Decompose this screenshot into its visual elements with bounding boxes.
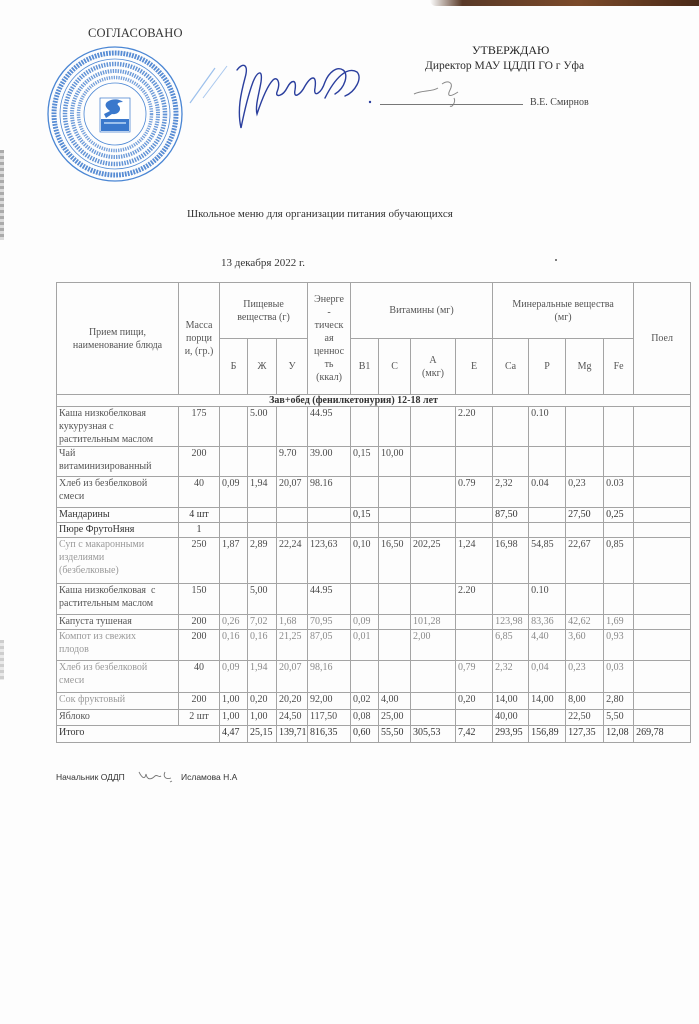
cell-fe: 0,25 xyxy=(604,508,634,523)
portion-mass: 200 xyxy=(179,630,220,661)
table-row xyxy=(57,508,691,523)
table-row xyxy=(57,693,691,710)
cell-ca: 123,98 xyxy=(493,615,529,630)
cell-vit-a xyxy=(411,661,456,693)
cell-last xyxy=(634,538,691,584)
cell-last xyxy=(634,523,691,538)
cell-vit-c: 16,50 xyxy=(379,538,411,584)
cell-energy: 123,63 xyxy=(308,538,351,584)
dish-name: Суп с макаронными изделиями (безбелковые) xyxy=(57,538,179,584)
portion-mass: 250 xyxy=(179,538,220,584)
cell-vit-c: 25,00 xyxy=(379,710,411,726)
header-last: Поел xyxy=(634,283,691,395)
cell-vit-c xyxy=(379,615,411,630)
total-mg: 127,35 xyxy=(566,726,604,743)
cell-mg: 0,23 xyxy=(566,661,604,693)
cell-vit-a xyxy=(411,710,456,726)
dish-name: Пюре ФрутоНяня xyxy=(57,523,179,538)
cell-protein: 0,16 xyxy=(220,630,248,661)
cell-p: 0.04 xyxy=(529,477,566,508)
cell-last xyxy=(634,508,691,523)
cell-p: 0.10 xyxy=(529,407,566,447)
cell-mg: 3,60 xyxy=(566,630,604,661)
cell-p xyxy=(529,508,566,523)
footer-name: Исламова Н.А xyxy=(181,772,238,782)
cell-p xyxy=(529,447,566,477)
cell-vit-b1 xyxy=(351,661,379,693)
cell-fe: 0.03 xyxy=(604,477,634,508)
header-p: P xyxy=(529,339,566,395)
cell-vit-c xyxy=(379,508,411,523)
dish-name: Каша низкобелковая с растительным маслом xyxy=(57,584,179,615)
dish-name: Яблоко xyxy=(57,710,179,726)
cell-ca: 6,85 xyxy=(493,630,529,661)
agreed-label: СОГЛАСОВАНО xyxy=(88,26,183,40)
cell-fat: 2,89 xyxy=(248,538,277,584)
cell-vit-b1 xyxy=(351,523,379,538)
cell-p xyxy=(529,523,566,538)
cell-vit-a: 2,00 xyxy=(411,630,456,661)
cell-vit-b1: 0,15 xyxy=(351,508,379,523)
cell-energy: 87,05 xyxy=(308,630,351,661)
signature-line xyxy=(380,104,523,105)
cell-p: 54,85 xyxy=(529,538,566,584)
document-title: Школьное меню для организации питания обучающихся xyxy=(187,208,453,220)
header-carbs: У xyxy=(277,339,308,395)
total-vit-a: 305,53 xyxy=(411,726,456,743)
total-label: Итого xyxy=(57,726,220,743)
cell-vit-b1: 0,02 xyxy=(351,693,379,710)
cell-mg xyxy=(566,447,604,477)
header-mg: Mg xyxy=(566,339,604,395)
approve-label: УТВЕРЖДАЮ xyxy=(472,43,550,57)
cell-fat: 0,20 xyxy=(248,693,277,710)
cell-last xyxy=(634,661,691,693)
cell-ca: 14,00 xyxy=(493,693,529,710)
table-row xyxy=(57,584,691,615)
cell-fe: 5,50 xyxy=(604,710,634,726)
cell-fe xyxy=(604,447,634,477)
cell-mg: 27,50 xyxy=(566,508,604,523)
cell-vit-c xyxy=(379,630,411,661)
dish-name: Каша низкобелковая кукурузная с растительным маслом xyxy=(57,407,179,447)
portion-mass: 200 xyxy=(179,615,220,630)
cell-p: 0.10 xyxy=(529,584,566,615)
cell-vit-b1: 0,08 xyxy=(351,710,379,726)
cell-carbs xyxy=(277,407,308,447)
table-row xyxy=(57,615,691,630)
cell-protein xyxy=(220,508,248,523)
cell-protein: 1,00 xyxy=(220,710,248,726)
cell-protein xyxy=(220,447,248,477)
cell-protein xyxy=(220,523,248,538)
header-energy: Энерге - тическ ая ценнос ть (ккал) xyxy=(308,283,351,395)
header-fat: Ж xyxy=(248,339,277,395)
cell-last xyxy=(634,615,691,630)
cell-ca: 2,32 xyxy=(493,477,529,508)
total-vit-e: 7,42 xyxy=(456,726,493,743)
cell-ca xyxy=(493,447,529,477)
table-row xyxy=(57,710,691,726)
total-energy: 816,35 xyxy=(308,726,351,743)
cell-p: 0,04 xyxy=(529,661,566,693)
cell-protein: 1,00 xyxy=(220,693,248,710)
total-fe: 12,08 xyxy=(604,726,634,743)
cell-vit-e xyxy=(456,508,493,523)
footer-position: Начальник ОДДП xyxy=(56,772,125,782)
cell-last xyxy=(634,584,691,615)
cell-fat: 0,16 xyxy=(248,630,277,661)
menu-table xyxy=(56,282,691,743)
cell-fat: 1,00 xyxy=(248,710,277,726)
cell-energy: 98,16 xyxy=(308,661,351,693)
cell-fat xyxy=(248,508,277,523)
total-vit-c: 55,50 xyxy=(379,726,411,743)
cell-fe: 2,80 xyxy=(604,693,634,710)
cell-carbs xyxy=(277,584,308,615)
cell-fat: 7,02 xyxy=(248,615,277,630)
cell-fat: 1,94 xyxy=(248,661,277,693)
table-row xyxy=(57,661,691,693)
cell-mg: 22,67 xyxy=(566,538,604,584)
cell-vit-a: 202,25 xyxy=(411,538,456,584)
cell-carbs: 20,07 xyxy=(277,661,308,693)
cell-vit-a xyxy=(411,447,456,477)
cell-fe xyxy=(604,584,634,615)
cell-vit-e: 2.20 xyxy=(456,584,493,615)
director-name: В.Е. Смирнов xyxy=(530,97,589,108)
cell-carbs: 21,25 xyxy=(277,630,308,661)
cell-fat: 1,94 xyxy=(248,477,277,508)
scan-edge-mark xyxy=(0,640,4,680)
header-portion-mass: Масса порци и, (гр.) xyxy=(179,283,220,395)
cell-vit-c xyxy=(379,477,411,508)
cell-ca xyxy=(493,407,529,447)
cell-p: 4,40 xyxy=(529,630,566,661)
header-vit-a: А (мкг) xyxy=(411,339,456,395)
cell-vit-e xyxy=(456,523,493,538)
cell-fe: 0,85 xyxy=(604,538,634,584)
cell-energy xyxy=(308,523,351,538)
table-row xyxy=(57,538,691,584)
cell-carbs xyxy=(277,523,308,538)
cell-ca xyxy=(493,523,529,538)
cell-mg: 0,23 xyxy=(566,477,604,508)
cell-vit-c xyxy=(379,584,411,615)
total-p: 156,89 xyxy=(529,726,566,743)
portion-mass: 200 xyxy=(179,693,220,710)
cell-vit-b1: 0,09 xyxy=(351,615,379,630)
cell-vit-e: 2.20 xyxy=(456,407,493,447)
cell-vit-a xyxy=(411,407,456,447)
dish-name: Компот из свежих плодов xyxy=(57,630,179,661)
total-protein: 4,47 xyxy=(220,726,248,743)
header-dish-name: Прием пищи, наименование блюда xyxy=(57,283,179,395)
cell-vit-a xyxy=(411,477,456,508)
cell-vit-c xyxy=(379,407,411,447)
cell-last xyxy=(634,710,691,726)
header-ca: Ca xyxy=(493,339,529,395)
cell-vit-c xyxy=(379,661,411,693)
cell-ca: 40,00 xyxy=(493,710,529,726)
cell-mg: 8,00 xyxy=(566,693,604,710)
total-vit-b1: 0,60 xyxy=(351,726,379,743)
cell-vit-c: 10,00 xyxy=(379,447,411,477)
total-ca: 293,95 xyxy=(493,726,529,743)
dish-name: Капуста тушеная xyxy=(57,615,179,630)
portion-mass: 4 шт xyxy=(179,508,220,523)
total-row xyxy=(57,726,691,743)
dish-name: Хлеб из безбелковой смеси xyxy=(57,477,179,508)
cell-vit-b1: 0,15 xyxy=(351,447,379,477)
cell-ca: 87,50 xyxy=(493,508,529,523)
dish-name: Чай витаминизированный xyxy=(57,447,179,477)
cell-fat xyxy=(248,447,277,477)
cell-protein: 0,09 xyxy=(220,477,248,508)
cell-ca: 16,98 xyxy=(493,538,529,584)
director-signature xyxy=(412,76,472,111)
cell-last xyxy=(634,407,691,447)
cell-vit-b1 xyxy=(351,477,379,508)
header-vit-b1: В1 xyxy=(351,339,379,395)
cell-carbs: 20,20 xyxy=(277,693,308,710)
footer-signature xyxy=(137,766,177,786)
cell-vit-a xyxy=(411,508,456,523)
scan-speck xyxy=(555,259,557,261)
cell-energy: 92,00 xyxy=(308,693,351,710)
header-vit-e: Е xyxy=(456,339,493,395)
cell-vit-a xyxy=(411,693,456,710)
header-protein: Б xyxy=(220,339,248,395)
cell-last xyxy=(634,630,691,661)
cell-vit-c xyxy=(379,523,411,538)
cell-vit-c: 4,00 xyxy=(379,693,411,710)
cell-vit-e: 0,20 xyxy=(456,693,493,710)
portion-mass: 40 xyxy=(179,477,220,508)
cell-carbs: 1,68 xyxy=(277,615,308,630)
header-nutrients: Пищевые вещества (г) xyxy=(220,283,308,339)
cell-ca: 2,32 xyxy=(493,661,529,693)
cell-last xyxy=(634,447,691,477)
cell-mg: 42,62 xyxy=(566,615,604,630)
signature-stroke xyxy=(237,65,359,128)
cell-energy: 44.95 xyxy=(308,584,351,615)
total-fat: 25,15 xyxy=(248,726,277,743)
cell-mg xyxy=(566,523,604,538)
total-carbs: 139,71 xyxy=(277,726,308,743)
cell-vit-b1 xyxy=(351,584,379,615)
cell-fe xyxy=(604,523,634,538)
header-fe: Fe xyxy=(604,339,634,395)
dish-name: Хлеб из безбелковой смеси xyxy=(57,661,179,693)
cell-protein: 1,87 xyxy=(220,538,248,584)
cell-carbs: 22,24 xyxy=(277,538,308,584)
cell-fe: 0,93 xyxy=(604,630,634,661)
cell-vit-e xyxy=(456,710,493,726)
cell-protein: 0,09 xyxy=(220,661,248,693)
cell-vit-e xyxy=(456,630,493,661)
cell-fe xyxy=(604,407,634,447)
portion-mass: 2 шт xyxy=(179,710,220,726)
cell-protein xyxy=(220,407,248,447)
cell-mg xyxy=(566,584,604,615)
table-row xyxy=(57,447,691,477)
cell-carbs: 20,07 xyxy=(277,477,308,508)
cell-p: 83,36 xyxy=(529,615,566,630)
cell-vit-e: 0.79 xyxy=(456,477,493,508)
portion-mass: 40 xyxy=(179,661,220,693)
cell-energy xyxy=(308,508,351,523)
table-row xyxy=(57,630,691,661)
header-vit-c: С xyxy=(379,339,411,395)
cell-last xyxy=(634,693,691,710)
city-emblem-icon xyxy=(100,98,130,132)
cell-vit-e xyxy=(456,615,493,630)
dish-name: Сок фруктовый xyxy=(57,693,179,710)
cell-vit-a: 101,28 xyxy=(411,615,456,630)
cell-mg xyxy=(566,407,604,447)
cell-energy: 39.00 xyxy=(308,447,351,477)
dish-name: Мандарины xyxy=(57,508,179,523)
header-minerals: Минеральные вещества (мг) xyxy=(493,283,634,339)
cell-protein xyxy=(220,584,248,615)
portion-mass: 1 xyxy=(179,523,220,538)
section-row xyxy=(57,395,691,407)
official-stamp xyxy=(40,40,190,190)
table-row xyxy=(57,407,691,447)
cell-energy: 117,50 xyxy=(308,710,351,726)
director-title: Директор МАУ ЦДДП ГО г Уфа xyxy=(425,60,585,72)
table-row xyxy=(57,477,691,508)
cell-vit-e: 0,79 xyxy=(456,661,493,693)
header-vitamins: Витамины (мг) xyxy=(351,283,493,339)
cell-vit-e: 1,24 xyxy=(456,538,493,584)
cell-vit-b1: 0,01 xyxy=(351,630,379,661)
table-row xyxy=(57,523,691,538)
cell-fat: 5,00 xyxy=(248,584,277,615)
cell-carbs xyxy=(277,508,308,523)
cell-energy: 98.16 xyxy=(308,477,351,508)
cell-last xyxy=(634,477,691,508)
cell-fat xyxy=(248,523,277,538)
cell-mg: 22,50 xyxy=(566,710,604,726)
portion-mass: 150 xyxy=(179,584,220,615)
cell-ca xyxy=(493,584,529,615)
cell-vit-e xyxy=(456,447,493,477)
cell-vit-a xyxy=(411,523,456,538)
cell-p xyxy=(529,710,566,726)
section-title: Зав+обед (фенилкетонурия) 12-18 лет xyxy=(57,395,691,407)
cell-p: 14,00 xyxy=(529,693,566,710)
cell-fe: 0,03 xyxy=(604,661,634,693)
total-last: 269,78 xyxy=(634,726,691,743)
document-date: 13 декабря 2022 г. xyxy=(221,257,305,269)
cell-vit-b1: 0,10 xyxy=(351,538,379,584)
portion-mass: 200 xyxy=(179,447,220,477)
cell-carbs: 24,50 xyxy=(277,710,308,726)
approver-signature xyxy=(185,48,385,143)
scan-edge-mark xyxy=(0,150,4,240)
cell-carbs: 9.70 xyxy=(277,447,308,477)
cell-fe: 1,69 xyxy=(604,615,634,630)
cell-vit-a xyxy=(411,584,456,615)
cell-fat: 5.00 xyxy=(248,407,277,447)
cell-protein: 0,26 xyxy=(220,615,248,630)
cell-energy: 70,95 xyxy=(308,615,351,630)
cell-vit-b1 xyxy=(351,407,379,447)
portion-mass: 175 xyxy=(179,407,220,447)
cell-energy: 44.95 xyxy=(308,407,351,447)
scan-edge-shadow xyxy=(430,0,699,6)
